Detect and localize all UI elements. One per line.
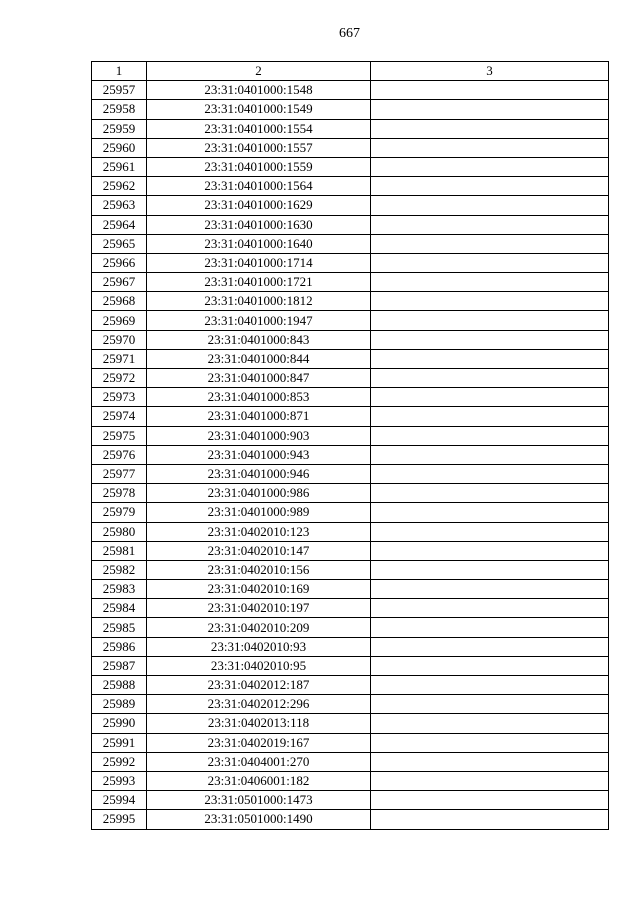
table-row	[92, 349, 609, 368]
notes-cell	[371, 733, 609, 752]
notes-cell	[371, 695, 609, 714]
cadastral-number-cell: 23:31:0401000:1554	[147, 119, 371, 138]
cadastral-number-cell: 23:31:0402012:296	[147, 695, 371, 714]
row-number-cell: 25993	[92, 771, 147, 790]
table-row	[92, 541, 609, 560]
notes-cell	[371, 580, 609, 599]
table-row	[92, 695, 609, 714]
row-number-cell: 25976	[92, 445, 147, 464]
cadastral-number-cell: 23:31:0401000:1947	[147, 311, 371, 330]
cadastral-number-cell: 23:31:0402010:95	[147, 656, 371, 675]
table-row	[92, 522, 609, 541]
row-number-cell: 25987	[92, 656, 147, 675]
cadastral-number-cell: 23:31:0402010:169	[147, 580, 371, 599]
notes-cell	[371, 541, 609, 560]
notes-cell	[371, 311, 609, 330]
table-row	[92, 81, 609, 100]
notes-cell	[371, 791, 609, 810]
notes-cell	[371, 330, 609, 349]
notes-cell	[371, 464, 609, 483]
cadastral-number-cell: 23:31:0401000:853	[147, 388, 371, 407]
cadastral-number-cell: 23:31:0401000:843	[147, 330, 371, 349]
notes-cell	[371, 560, 609, 579]
table-row	[92, 733, 609, 752]
cadastral-number-cell: 23:31:0402010:197	[147, 599, 371, 618]
cadastral-number-cell: 23:31:0401000:1557	[147, 138, 371, 157]
notes-cell	[371, 253, 609, 272]
notes-cell	[371, 215, 609, 234]
notes-cell	[371, 771, 609, 790]
notes-cell	[371, 503, 609, 522]
header-row	[92, 62, 609, 81]
cadastral-number-cell: 23:31:0404001:270	[147, 752, 371, 771]
row-number-cell: 25980	[92, 522, 147, 541]
column-header-1: 1	[92, 62, 147, 81]
registry-table	[91, 61, 609, 830]
cadastral-number-cell: 23:31:0402012:187	[147, 676, 371, 695]
table-row	[92, 618, 609, 637]
notes-cell	[371, 234, 609, 253]
row-number-cell: 25982	[92, 560, 147, 579]
table-row	[92, 637, 609, 656]
notes-cell	[371, 407, 609, 426]
row-number-cell: 25979	[92, 503, 147, 522]
cadastral-number-cell: 23:31:0402010:93	[147, 637, 371, 656]
cadastral-number-cell: 23:31:0401000:1629	[147, 196, 371, 215]
table-row	[92, 560, 609, 579]
table-body	[92, 81, 609, 829]
notes-cell	[371, 369, 609, 388]
cadastral-number-cell: 23:31:0501000:1473	[147, 791, 371, 810]
notes-cell	[371, 714, 609, 733]
cadastral-number-cell: 23:31:0402010:123	[147, 522, 371, 541]
table-row	[92, 119, 609, 138]
row-number-cell: 25978	[92, 484, 147, 503]
table-row	[92, 791, 609, 810]
row-number-cell: 25984	[92, 599, 147, 618]
table-row	[92, 676, 609, 695]
notes-cell	[371, 100, 609, 119]
table-row	[92, 656, 609, 675]
notes-cell	[371, 637, 609, 656]
table-row	[92, 253, 609, 272]
cadastral-number-cell: 23:31:0402019:167	[147, 733, 371, 752]
row-number-cell: 25969	[92, 311, 147, 330]
table-row	[92, 100, 609, 119]
row-number-cell: 25968	[92, 292, 147, 311]
notes-cell	[371, 138, 609, 157]
notes-cell	[371, 810, 609, 829]
notes-cell	[371, 676, 609, 695]
cadastral-number-cell: 23:31:0401000:1812	[147, 292, 371, 311]
cadastral-number-cell: 23:31:0401000:844	[147, 349, 371, 368]
notes-cell	[371, 445, 609, 464]
cadastral-number-cell: 23:31:0501000:1490	[147, 810, 371, 829]
table-row	[92, 311, 609, 330]
table-row	[92, 215, 609, 234]
table-row	[92, 196, 609, 215]
row-number-cell: 25965	[92, 234, 147, 253]
notes-cell	[371, 273, 609, 292]
row-number-cell: 25974	[92, 407, 147, 426]
table-row	[92, 330, 609, 349]
row-number-cell: 25986	[92, 637, 147, 656]
row-number-cell: 25995	[92, 810, 147, 829]
table-row	[92, 157, 609, 176]
notes-cell	[371, 119, 609, 138]
cadastral-number-cell: 23:31:0402010:156	[147, 560, 371, 579]
table-row	[92, 771, 609, 790]
notes-cell	[371, 81, 609, 100]
row-number-cell: 25977	[92, 464, 147, 483]
table-row	[92, 599, 609, 618]
row-number-cell: 25959	[92, 119, 147, 138]
row-number-cell: 25966	[92, 253, 147, 272]
table-row	[92, 810, 609, 829]
page-number: 667	[339, 26, 360, 41]
table-row	[92, 580, 609, 599]
row-number-cell: 25992	[92, 752, 147, 771]
notes-cell	[371, 618, 609, 637]
row-number-cell: 25970	[92, 330, 147, 349]
row-number-cell: 25958	[92, 100, 147, 119]
notes-cell	[371, 656, 609, 675]
table-row	[92, 292, 609, 311]
table-row	[92, 407, 609, 426]
row-number-cell: 25960	[92, 138, 147, 157]
cadastral-number-cell: 23:31:0402010:209	[147, 618, 371, 637]
row-number-cell: 25957	[92, 81, 147, 100]
row-number-cell: 25972	[92, 369, 147, 388]
row-number-cell: 25985	[92, 618, 147, 637]
row-number-cell: 25963	[92, 196, 147, 215]
table-row	[92, 484, 609, 503]
row-number-cell: 25994	[92, 791, 147, 810]
table-row	[92, 177, 609, 196]
cadastral-number-cell: 23:31:0401000:847	[147, 369, 371, 388]
row-number-cell: 25990	[92, 714, 147, 733]
cadastral-number-cell: 23:31:0401000:1714	[147, 253, 371, 272]
column-header-2: 2	[147, 62, 371, 81]
notes-cell	[371, 522, 609, 541]
table-row	[92, 714, 609, 733]
row-number-cell: 25983	[92, 580, 147, 599]
notes-cell	[371, 388, 609, 407]
notes-cell	[371, 599, 609, 618]
cadastral-number-cell: 23:31:0406001:182	[147, 771, 371, 790]
cadastral-number-cell: 23:31:0401000:943	[147, 445, 371, 464]
notes-cell	[371, 177, 609, 196]
cadastral-number-cell: 23:31:0402013:118	[147, 714, 371, 733]
table-row	[92, 273, 609, 292]
row-number-cell: 25981	[92, 541, 147, 560]
row-number-cell: 25975	[92, 426, 147, 445]
cadastral-number-cell: 23:31:0401000:1630	[147, 215, 371, 234]
table-row	[92, 752, 609, 771]
notes-cell	[371, 292, 609, 311]
cadastral-number-cell: 23:31:0401000:903	[147, 426, 371, 445]
cadastral-number-cell: 23:31:0401000:989	[147, 503, 371, 522]
notes-cell	[371, 426, 609, 445]
table-row	[92, 503, 609, 522]
column-header-3: 3	[371, 62, 609, 81]
row-number-cell: 25989	[92, 695, 147, 714]
row-number-cell: 25961	[92, 157, 147, 176]
table-row	[92, 369, 609, 388]
notes-cell	[371, 349, 609, 368]
cadastral-number-cell: 23:31:0401000:1559	[147, 157, 371, 176]
row-number-cell: 25964	[92, 215, 147, 234]
row-number-cell: 25971	[92, 349, 147, 368]
notes-cell	[371, 196, 609, 215]
table-row	[92, 388, 609, 407]
cadastral-number-cell: 23:31:0402010:147	[147, 541, 371, 560]
cadastral-number-cell: 23:31:0401000:1548	[147, 81, 371, 100]
row-number-cell: 25967	[92, 273, 147, 292]
table-row	[92, 445, 609, 464]
row-number-cell: 25962	[92, 177, 147, 196]
cadastral-number-cell: 23:31:0401000:986	[147, 484, 371, 503]
table-row	[92, 464, 609, 483]
cadastral-number-cell: 23:31:0401000:871	[147, 407, 371, 426]
row-number-cell: 25988	[92, 676, 147, 695]
notes-cell	[371, 484, 609, 503]
row-number-cell: 25991	[92, 733, 147, 752]
row-number-cell: 25973	[92, 388, 147, 407]
cadastral-number-cell: 23:31:0401000:1640	[147, 234, 371, 253]
cadastral-number-cell: 23:31:0401000:1721	[147, 273, 371, 292]
table-row	[92, 234, 609, 253]
notes-cell	[371, 752, 609, 771]
cadastral-number-cell: 23:31:0401000:946	[147, 464, 371, 483]
notes-cell	[371, 157, 609, 176]
cadastral-number-cell: 23:31:0401000:1564	[147, 177, 371, 196]
cadastral-number-cell: 23:31:0401000:1549	[147, 100, 371, 119]
table-row	[92, 138, 609, 157]
table-row	[92, 426, 609, 445]
